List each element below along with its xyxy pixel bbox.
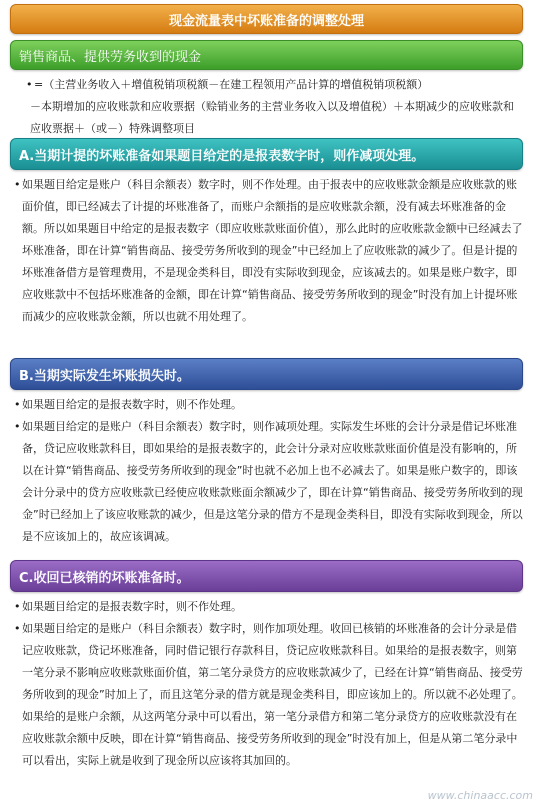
section-a-paragraph: • 如果题目给定是账户（科目余额表）数字时，则不作处理。由于报表中的应收账款金额是应收账款的账面价值，即已经减去了计提的坏账准备了，而账户余额指的是应收账款余额，没有减去坏账准备的金额。所以如果题目中给定的是报表数字（即应收账款账面价值），那么此时的应收账款金额中已经减去了坏账准备，即在计算“销售商品、接受劳务所收到的现金”中已经加上了应收账款的减少了。但是计提的坏账准备借方是管理费用，不是现金类科目，即没有实际收到现金，应该减去的。如果是账户数字，即应收账款中不包括坏账准备的金额，即在计算“销售商品、接受劳务所收到的现金”时没有加上计提坏账而减少的应收账款金额，所以也就不用处理了。 (14, 174, 524, 328)
section-b-body (14, 394, 524, 548)
section-b-paragraph-1: • 如果题目给定的是报表数字时，则不作处理。 (14, 394, 524, 416)
formula-line-1: • =（主营业务收入＋增值税销项税额－在建工程领用产品计算的增值税销项税额） (26, 74, 522, 96)
bullet-icon (14, 398, 22, 411)
section-c-paragraph-2: • 如果题目给定的是账户（科目余额表）数字时，则作加项处理。收回已核销的坏账准备的会计分录是借记应收账款，贷记坏账准备，同时借记银行存款科目，贷记应收账款科目。如果给的是报表数字，则第一笔分录不影响应收账款账面价值，第二笔分录贷方的应收账款减少了，已经在计算“销售商品、接受劳务所收到的现金”时加上了，而且这笔分录的借方就是现金类科目，即应该加上的。所以就不必处理了。如果给的是账户余额，从这两笔分录中可以看出，第一笔分录借方和第二笔分录贷方的应收账款没有在应收账款余额中反映，即在计算“销售商品、接受劳务所收到的现金”时没有加上，但是从第二笔分录中可以看出，实际上就是收到了现金所以应该将其加回的。 (14, 618, 524, 772)
page-title: 现金流量表中坏账准备的调整处理 (10, 4, 523, 34)
site-watermark: www.chinaacc.com (427, 789, 533, 802)
bullet-icon (14, 622, 22, 635)
section-b-heading: B.当期实际发生坏账损失时。 (10, 358, 523, 390)
section-sales-heading: 销售商品、提供劳务收到的现金 (10, 40, 523, 70)
formula-line-2: －本期增加的应收账款和应收票据（赊销业务的主营业务收入以及增值税）＋本期减少的应收账款和应收票据＋（或－）特殊调整项目 (30, 100, 514, 135)
section-b-paragraph-2: • 如果题目给定的是账户（科目余额表）数字时，则作减项处理。实际发生坏账的会计分录是借记坏账准备，贷记应收账款科目，即如果给的是报表数字的，此会计分录对应收账款账面价值是没有影响的，所以在计算“销售商品、接受劳务所收到的现金”时也就不必加上也不必减去了。如果是账户数字的，即该会计分录中的贷方应收账款已经使应收账款账面余额减少了，即在计算“销售商品、接受劳务所收到的现金”时已经加上了该应收账款的减少，但是这笔分录的借方不是现金类科目，即没有实际收到现金，所以是不应该加上的，故应该调减。 (14, 416, 524, 548)
section-a-heading: A.当期计提的坏账准备如果题目给定的是报表数字时，则作减项处理。 (10, 138, 523, 170)
bullet-icon (26, 78, 34, 91)
bullet-icon (14, 600, 22, 613)
section-c-heading: C.收回已核销的坏账准备时。 (10, 560, 523, 592)
section-a-body (14, 174, 524, 328)
section-sales-body (26, 74, 522, 140)
bullet-icon (14, 178, 22, 191)
section-c-paragraph-1: • 如果题目给定的是报表数字时，则不作处理。 (14, 596, 524, 618)
bullet-icon (14, 420, 22, 433)
section-c-body (14, 596, 524, 772)
